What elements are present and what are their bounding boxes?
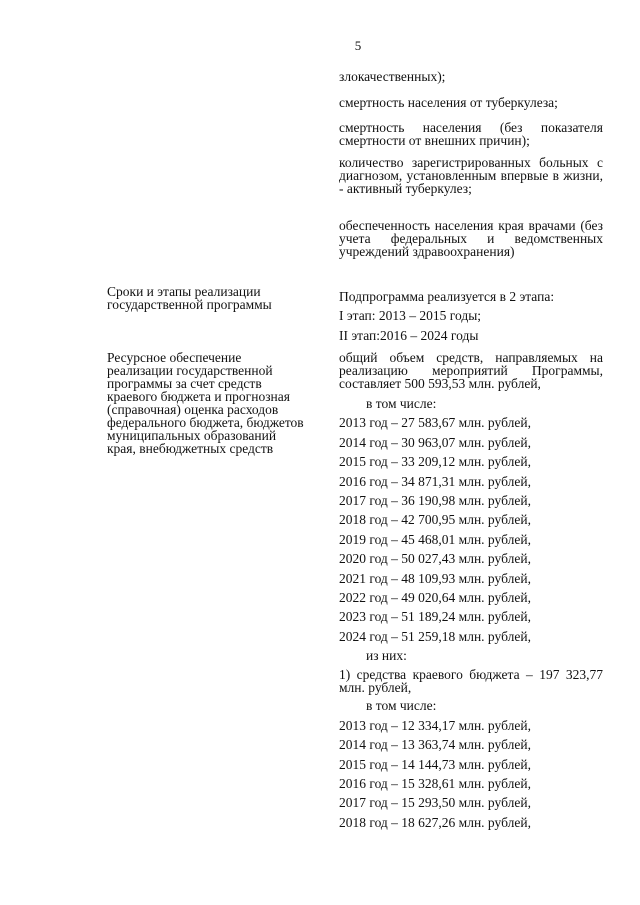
- year-amount-line: 2024 год – 51 259,18 млн. рублей,: [339, 628, 531, 644]
- year-amount-line: 2018 год – 18 627,26 млн. рублей,: [339, 814, 531, 830]
- year-amount-line: 2016 год – 15 328,61 млн. рублей,: [339, 776, 531, 792]
- stages-value: [339, 287, 603, 345]
- resources-label: Ресурсное обеспечение реализации государственной программы за счет средств краевого бюджета и прогнозная (справочная) оценка расходов федерального бюджета, бюджетов муниципальных образований края, внебюджетных средств: [107, 350, 304, 456]
- year-amount-line: 2016 год – 34 871,31 млн. рублей,: [339, 473, 531, 489]
- indicator-item: смертность населения (без показателя смертности от внешних причин);: [339, 120, 603, 148]
- indicators-list: [339, 69, 603, 85]
- indicators-block: [339, 95, 603, 111]
- resources-value: [339, 351, 603, 832]
- year-amount-line: 2017 год – 15 293,50 млн. рублей,: [339, 795, 531, 811]
- including-label-2: в том числе:: [366, 698, 437, 714]
- stage-1: I этап: 2013 – 2015 годы;: [339, 308, 482, 324]
- indicator-item: злокачественных);: [339, 69, 446, 84]
- year-amount-line: 2013 год – 27 583,67 млн. рублей,: [339, 415, 531, 431]
- year-amount-line: 2015 год – 14 144,73 млн. рублей,: [339, 756, 531, 772]
- year-amount-line: 2023 год – 51 189,24 млн. рублей,: [339, 609, 531, 625]
- year-amount-line: 2014 год – 30 963,07 млн. рублей,: [339, 434, 531, 450]
- indicators-block: [339, 219, 603, 258]
- of-which-label: из них:: [366, 648, 407, 664]
- year-amount-line: 2014 год – 13 363,74 млн. рублей,: [339, 737, 531, 753]
- year-amount-line: 2013 год – 12 334,17 млн. рублей,: [339, 717, 531, 733]
- year-amount-line: 2018 год – 42 700,95 млн. рублей,: [339, 512, 531, 528]
- year-amount-line: 2015 год – 33 209,12 млн. рублей,: [339, 454, 531, 470]
- resources-total: общий объем средств, направляемых на реализацию мероприятий Программы, составляет 500 593,53 млн. рублей,: [339, 350, 603, 391]
- yearly-regional-list: [339, 716, 603, 832]
- stages-label: Сроки и этапы реализации государственной программы: [107, 284, 272, 312]
- year-amount-line: 2017 год – 36 190,98 млн. рублей,: [339, 492, 531, 508]
- including-label: в том числе:: [366, 396, 437, 411]
- stage-2: II этап:2016 – 2024 годы: [339, 327, 479, 343]
- indicator-item: обеспеченность населения края врачами (без учета федеральных и ведомственных учреждений здравоохранения): [339, 218, 603, 259]
- year-amount-line: 2021 год – 48 109,93 млн. рублей,: [339, 570, 531, 586]
- year-amount-line: 2019 год – 45 468,01 млн. рублей,: [339, 531, 531, 547]
- indicators-block: [339, 121, 603, 147]
- regional-budget: 1) средства краевого бюджета – 197 323,77 млн. рублей,: [339, 667, 603, 696]
- yearly-total-list: [339, 413, 603, 646]
- stages-intro: Подпрограмма реализуется в 2 этапа:: [339, 289, 555, 304]
- indicator-item: смертность населения от туберкулеза;: [339, 95, 558, 110]
- year-amount-line: 2020 год – 50 027,43 млн. рублей,: [339, 551, 531, 567]
- indicator-item: количество зарегистрированных больных с диагнозом, установленным впервые в жизни, - активный туберкулез;: [339, 155, 603, 196]
- page-number: 5: [354, 38, 362, 53]
- indicators-block: [339, 156, 603, 195]
- year-amount-line: 2022 год – 49 020,64 млн. рублей,: [339, 589, 531, 605]
